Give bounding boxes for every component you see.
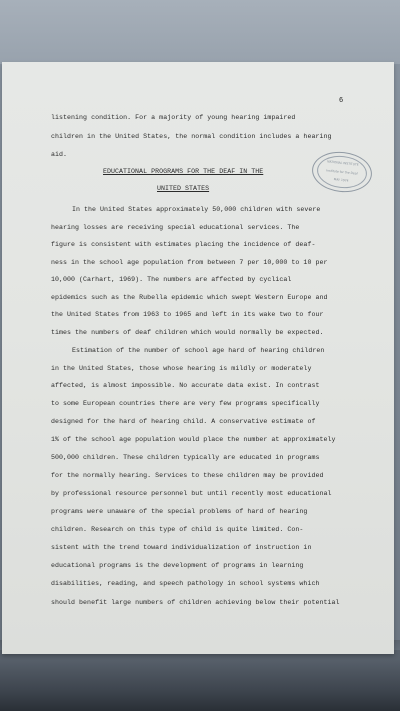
text-line: hearing losses are receiving special educational services. The — [51, 224, 300, 231]
page-number: 6 — [339, 96, 344, 104]
text-line: 10,000 (Carhart, 1969). The numbers are affected by cyclical — [51, 276, 292, 283]
text-line: epidemics such as the Rubella epidemic which swept Western Europe and — [51, 294, 328, 301]
background-top — [0, 0, 400, 64]
text-line: the United States from 1963 to 1965 and left in its wake two to four — [51, 311, 324, 318]
section-heading-line-2: UNITED STATES — [157, 185, 210, 192]
text-line: educational programs is the development of programs in learning — [51, 562, 304, 569]
stamp-line-1: NATIONAL INSTITUTE — [327, 159, 359, 167]
text-line: figure is consistent with estimates placing the incidence of deaf- — [51, 241, 316, 248]
text-line: 500,000 children. These children typically are educated in programs — [51, 454, 320, 461]
text-line: affected, is almost impossible. No accurate data exist. In contrast — [51, 382, 320, 389]
text-line: children in the United States, the normal condition includes a hearing — [51, 133, 332, 140]
text-line: In the United States approximately 50,000 children with severe — [72, 206, 321, 213]
stamp-line-3: MAY 1974 — [333, 177, 349, 183]
text-line: in the United States, those whose hearing is mildly or moderately — [51, 365, 312, 372]
text-line: Estimation of the number of school age hard of hearing children — [72, 347, 325, 354]
text-line: programs were unaware of the special problems of hard of hearing — [51, 508, 308, 515]
text-line: disabilities, reading, and speech pathology in school systems which — [51, 580, 320, 587]
text-line: ness in the school age population from between 7 per 10,000 to 10 per — [51, 259, 328, 266]
text-line: times the numbers of deaf children which would normally be expected. — [51, 329, 324, 336]
section-heading-line-1: EDUCATIONAL PROGRAMS FOR THE DEAF IN THE — [103, 168, 264, 175]
text-line: for the normally hearing. Services to these children may be provided — [51, 472, 324, 479]
stamp-line-2: Institute for the Deaf — [326, 168, 358, 176]
text-line: children. Research on this type of child is quite limited. Con- — [51, 526, 304, 533]
text-line: to some European countries there are very few programs specifically — [51, 400, 320, 407]
text-line: aid. — [51, 151, 68, 158]
text-line: should benefit large numbers of children achieving below their potential — [51, 599, 340, 606]
text-line: listening condition. For a majority of young hearing impaired — [51, 114, 296, 121]
text-line: designed for the hard of hearing child. A conservative estimate of — [51, 418, 316, 425]
text-line: 1% of the school age population would place the number at approximately — [51, 436, 336, 443]
text-line: by professional resource personnel but until recently most educational — [51, 490, 332, 497]
text-line: sistent with the trend toward individualization of instruction in — [51, 544, 312, 551]
